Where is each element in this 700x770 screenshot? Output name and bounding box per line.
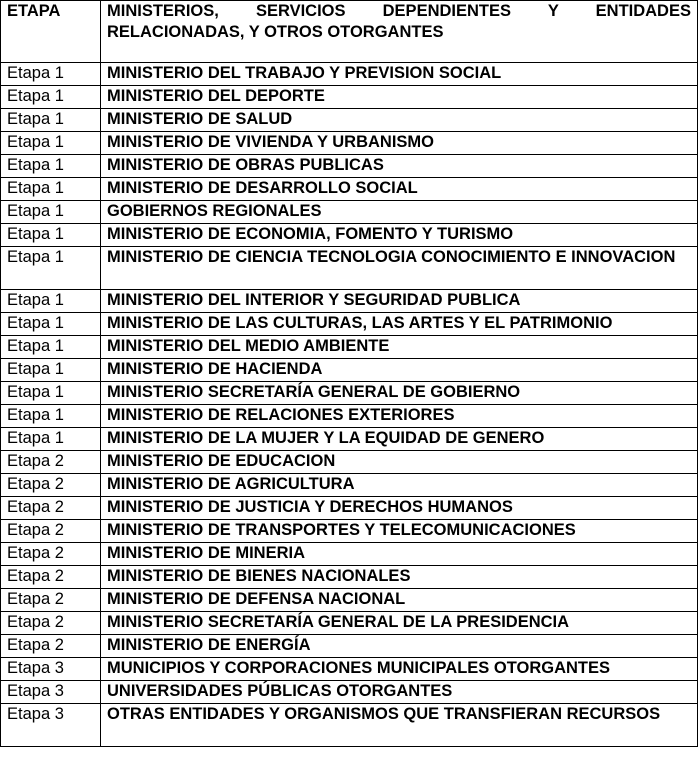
etapa-cell: Etapa 1: [1, 63, 101, 86]
table-row: [1, 247, 698, 290]
organismo-cell: MINISTERIO DE DEFENSA NACIONAL: [101, 589, 698, 612]
header-etapa: ETAPA: [1, 1, 101, 63]
organismo-cell: MINISTERIO DE AGRICULTURA: [101, 474, 698, 497]
etapa-cell: Etapa 1: [1, 336, 101, 359]
table-row: [1, 290, 698, 313]
etapa-cell: Etapa 1: [1, 86, 101, 109]
organismo-cell: MUNICIPIOS Y CORPORACIONES MUNICIPALES OTORGANTES: [101, 658, 698, 681]
organismo-cell: MINISTERIO DEL MEDIO AMBIENTE: [101, 336, 698, 359]
table-row: [1, 658, 698, 681]
organismo-cell: MINISTERIO DEL TRABAJO Y PREVISION SOCIAL: [101, 63, 698, 86]
etapa-cell: Etapa 3: [1, 681, 101, 704]
organismo-cell: MINISTERIO SECRETARÍA GENERAL DE LA PRESIDENCIA: [101, 612, 698, 635]
table-row: [1, 63, 698, 86]
etapa-cell: Etapa 1: [1, 224, 101, 247]
etapa-cell: Etapa 2: [1, 612, 101, 635]
header-row: [1, 1, 698, 63]
table-row: [1, 201, 698, 224]
etapa-cell: Etapa 1: [1, 201, 101, 224]
organismo-cell: MINISTERIO DE LAS CULTURAS, LAS ARTES Y EL PATRIMONIO: [101, 313, 698, 336]
etapa-cell: Etapa 2: [1, 451, 101, 474]
table-row: [1, 428, 698, 451]
etapa-cell: Etapa 2: [1, 474, 101, 497]
table-row: [1, 405, 698, 428]
organismo-cell: MINISTERIO DEL DEPORTE: [101, 86, 698, 109]
etapa-cell: Etapa 2: [1, 589, 101, 612]
etapa-cell: Etapa 2: [1, 497, 101, 520]
organismo-cell: MINISTERIO DE SALUD: [101, 109, 698, 132]
organismo-cell: MINISTERIO DE VIVIENDA Y URBANISMO: [101, 132, 698, 155]
table-row: [1, 132, 698, 155]
table-row: [1, 359, 698, 382]
table-row: [1, 451, 698, 474]
table-row: [1, 109, 698, 132]
header-organismo: MINISTERIOS, SERVICIOS DEPENDIENTES Y ENTIDADES RELACIONADAS, Y OTROS OTORGANTES: [101, 1, 698, 63]
organismo-cell: MINISTERIO DE RELACIONES EXTERIORES: [101, 405, 698, 428]
organismo-cell: MINISTERIO DE HACIENDA: [101, 359, 698, 382]
table-row: [1, 612, 698, 635]
organismo-cell: MINISTERIO DE CIENCIA TECNOLOGIA CONOCIMIENTO E INNOVACION: [101, 247, 698, 290]
etapa-cell: Etapa 1: [1, 405, 101, 428]
etapa-cell: Etapa 1: [1, 382, 101, 405]
table-row: [1, 543, 698, 566]
table-row: [1, 155, 698, 178]
etapa-cell: Etapa 1: [1, 132, 101, 155]
table-row: [1, 589, 698, 612]
organismo-cell: MINISTERIO DE MINERIA: [101, 543, 698, 566]
organismo-cell: MINISTERIO DE BIENES NACIONALES: [101, 566, 698, 589]
organismo-cell: MINISTERIO DE ECONOMIA, FOMENTO Y TURISMO: [101, 224, 698, 247]
etapa-cell: Etapa 2: [1, 520, 101, 543]
table-row: [1, 704, 698, 747]
table-row: [1, 178, 698, 201]
etapa-cell: Etapa 1: [1, 313, 101, 336]
etapa-cell: Etapa 1: [1, 178, 101, 201]
organismo-cell: MINISTERIO DE TRANSPORTES Y TELECOMUNICACIONES: [101, 520, 698, 543]
etapa-cell: Etapa 1: [1, 155, 101, 178]
etapa-cell: Etapa 1: [1, 247, 101, 290]
table-row: [1, 336, 698, 359]
etapa-cell: Etapa 1: [1, 359, 101, 382]
etapa-cell: Etapa 2: [1, 635, 101, 658]
table-row: [1, 382, 698, 405]
organismo-cell: UNIVERSIDADES PÚBLICAS OTORGANTES: [101, 681, 698, 704]
table-row: [1, 681, 698, 704]
etapa-cell: Etapa 2: [1, 543, 101, 566]
etapa-cell: Etapa 1: [1, 109, 101, 132]
table-row: [1, 86, 698, 109]
organismo-cell: MINISTERIO DE EDUCACION: [101, 451, 698, 474]
table-row: [1, 520, 698, 543]
table-row: [1, 474, 698, 497]
organismo-cell: MINISTERIO DE ENERGÍA: [101, 635, 698, 658]
organismo-cell: GOBIERNOS REGIONALES: [101, 201, 698, 224]
etapa-cell: Etapa 3: [1, 658, 101, 681]
organismo-cell: MINISTERIO DE JUSTICIA Y DERECHOS HUMANOS: [101, 497, 698, 520]
etapa-cell: Etapa 1: [1, 290, 101, 313]
organismo-cell: OTRAS ENTIDADES Y ORGANISMOS QUE TRANSFIERAN RECURSOS: [101, 704, 698, 747]
table-row: [1, 313, 698, 336]
table-row: [1, 566, 698, 589]
etapa-cell: Etapa 1: [1, 428, 101, 451]
table-row: [1, 224, 698, 247]
organismo-cell: MINISTERIO DE OBRAS PUBLICAS: [101, 155, 698, 178]
organismo-cell: MINISTERIO SECRETARÍA GENERAL DE GOBIERNO: [101, 382, 698, 405]
table-row: [1, 497, 698, 520]
organismo-cell: MINISTERIO DE LA MUJER Y LA EQUIDAD DE GENERO: [101, 428, 698, 451]
organismo-cell: MINISTERIO DE DESARROLLO SOCIAL: [101, 178, 698, 201]
etapa-cell: Etapa 2: [1, 566, 101, 589]
organismo-cell: MINISTERIO DEL INTERIOR Y SEGURIDAD PUBLICA: [101, 290, 698, 313]
etapa-cell: Etapa 3: [1, 704, 101, 747]
table-row: [1, 635, 698, 658]
